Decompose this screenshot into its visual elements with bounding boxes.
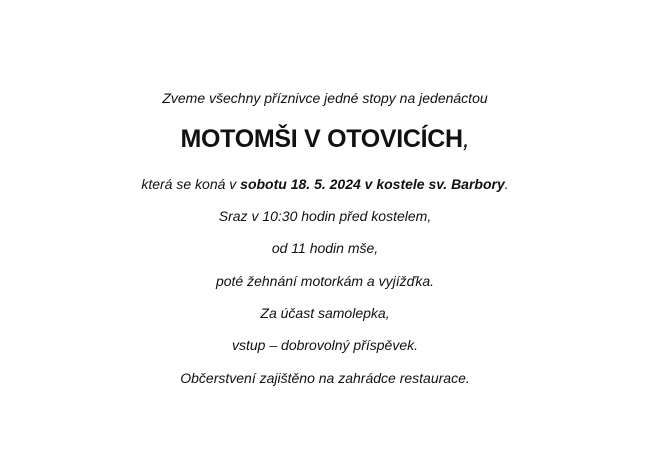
entry-line: vstup – dobrovolný příspěvek. bbox=[232, 337, 418, 353]
intro-line: Zveme všechny příznivce jedné stopy na jedenáctou bbox=[162, 90, 488, 106]
sticker-line: Za účast samolepka, bbox=[260, 305, 390, 321]
event-title-text: MOTOMŠI V OTOVICÍCH bbox=[180, 125, 463, 153]
event-date: sobotu 18. 5. 2024 bbox=[240, 176, 361, 192]
event-title-comma: , bbox=[462, 125, 470, 153]
event-place: v kostele sv. Barbory bbox=[360, 176, 505, 192]
date-place-line bbox=[0, 176, 650, 192]
refreshments-line: Občerstvení zajištěno na zahrádce restaurace. bbox=[180, 370, 470, 386]
date-place-end: . bbox=[504, 176, 509, 192]
event-title bbox=[0, 125, 650, 154]
meeting-time-line: Sraz v 10:30 hodin před kostelem, bbox=[218, 208, 432, 224]
mass-time-line: od 11 hodin mše, bbox=[271, 240, 379, 256]
blessing-line: poté žehnání motorkám a vyjížďka. bbox=[215, 273, 435, 289]
date-place-prefix: která se koná v bbox=[141, 176, 241, 192]
